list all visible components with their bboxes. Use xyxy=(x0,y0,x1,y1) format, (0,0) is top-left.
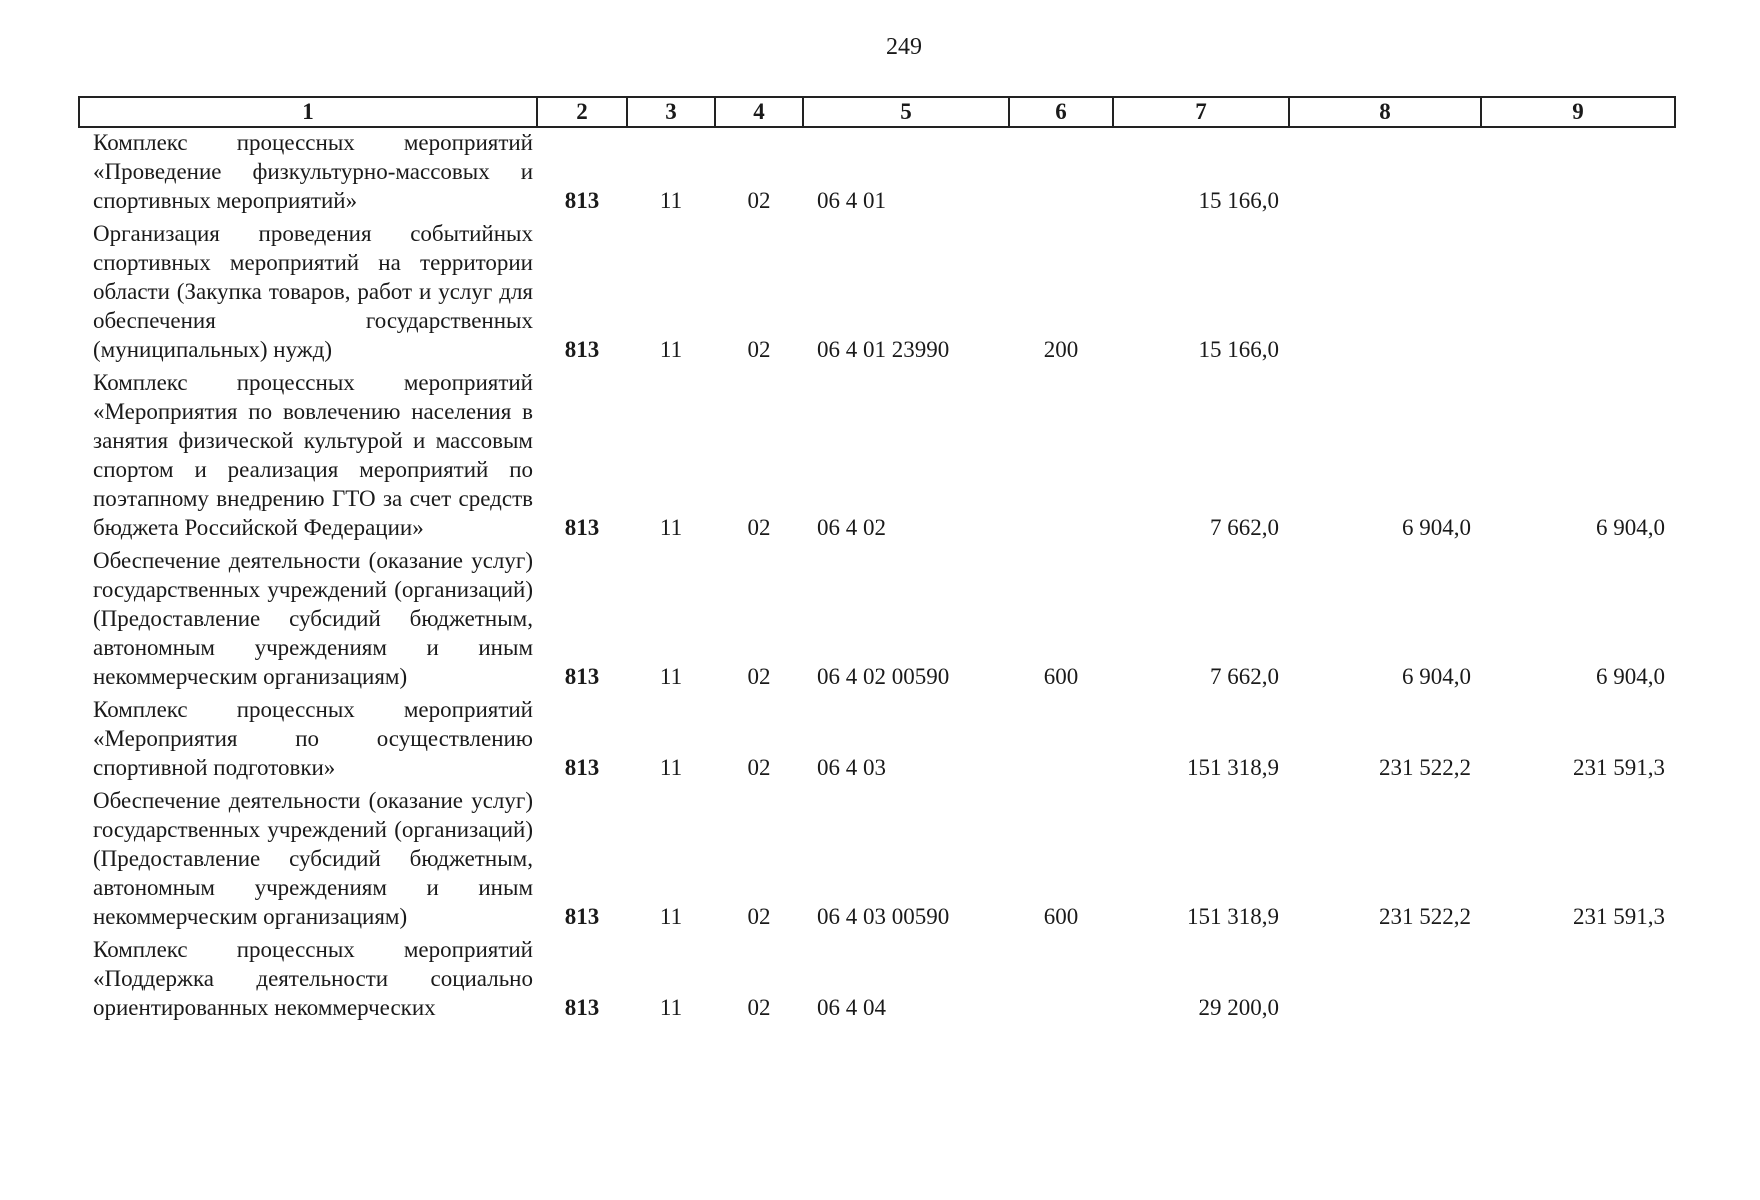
row-amount-col9: 231 591,3 xyxy=(1573,755,1665,780)
header-col-5: 5 xyxy=(803,97,1009,127)
row-section: 11 xyxy=(659,664,683,689)
row-grbs: 813 xyxy=(564,755,600,780)
row-subsection: 02 xyxy=(747,337,771,362)
table-row xyxy=(79,219,1675,368)
row-amount-col7: 15 166,0 xyxy=(1198,337,1279,362)
row-description: Обеспечение деятельности (оказание услуг) государственных учреждений (организаций) (Предоставление субсидий бюджетным, автономным учреждениям и иным некоммерческим организациям) xyxy=(93,788,533,929)
row-description: Комплекс процессных мероприятий «Проведение физкультурно-массовых и спортивных мероприятий» xyxy=(93,130,533,213)
header-col-3: 3 xyxy=(627,97,715,127)
row-expense-type xyxy=(1009,127,1113,219)
row-target-article: 06 4 03 00590 xyxy=(817,904,950,929)
row-section: 11 xyxy=(659,188,683,213)
header-col-9: 9 xyxy=(1481,97,1675,127)
row-amount-col8 xyxy=(1289,935,1481,1026)
row-section: 11 xyxy=(659,904,683,929)
row-target-article: 06 4 04 xyxy=(817,995,886,1020)
row-amount-col7: 29 200,0 xyxy=(1198,995,1279,1020)
row-amount-col9: 231 591,3 xyxy=(1573,904,1665,929)
table-row xyxy=(79,786,1675,935)
row-description: Комплекс процессных мероприятий «Поддержка деятельности социально ориентированных некоммерческих xyxy=(93,937,533,1020)
row-expense-type xyxy=(1009,695,1113,786)
row-expense-type: 600 xyxy=(1043,664,1079,689)
row-amount-col9 xyxy=(1481,935,1675,1026)
row-amount-col8: 231 522,2 xyxy=(1379,904,1471,929)
row-section: 11 xyxy=(659,337,683,362)
row-amount-col7: 7 662,0 xyxy=(1210,515,1279,540)
row-amount-col7: 7 662,0 xyxy=(1210,664,1279,689)
row-description: Обеспечение деятельности (оказание услуг) государственных учреждений (организаций) (Предоставление субсидий бюджетным, автономным учреждениям и иным некоммерческим организациям) xyxy=(93,548,533,689)
table-row xyxy=(79,127,1675,219)
row-subsection: 02 xyxy=(747,515,771,540)
row-subsection: 02 xyxy=(747,664,771,689)
row-grbs: 813 xyxy=(564,664,600,689)
row-amount-col8 xyxy=(1289,219,1481,368)
row-amount-col8: 6 904,0 xyxy=(1402,664,1471,689)
row-grbs: 813 xyxy=(564,515,600,540)
row-grbs: 813 xyxy=(564,188,600,213)
row-amount-col7: 151 318,9 xyxy=(1187,755,1279,780)
row-amount-col9 xyxy=(1481,127,1675,219)
budget-table xyxy=(78,96,1676,1026)
row-amount-col7: 151 318,9 xyxy=(1187,904,1279,929)
row-subsection: 02 xyxy=(747,995,771,1020)
header-col-6: 6 xyxy=(1009,97,1113,127)
row-description: Организация проведения событийных спортивных мероприятий на территории области (Закупка товаров, работ и услуг для обеспечения государственных (муниципальных) нужд) xyxy=(93,221,533,362)
row-description: Комплекс процессных мероприятий «Мероприятия по вовлечению населения в занятия физической культурой и массовым спортом и реализация мероприятий по поэтапному внедрению ГТО за счет средств бюджета Российской Федерации» xyxy=(93,370,533,540)
row-target-article: 06 4 02 xyxy=(817,515,886,540)
row-amount-col7: 15 166,0 xyxy=(1198,188,1279,213)
row-amount-col9: 6 904,0 xyxy=(1596,515,1665,540)
header-row xyxy=(79,97,1675,127)
header-col-2: 2 xyxy=(537,97,627,127)
table-row xyxy=(79,695,1675,786)
row-target-article: 06 4 01 23990 xyxy=(817,337,950,362)
row-section: 11 xyxy=(659,995,683,1020)
header-col-1: 1 xyxy=(79,97,537,127)
table-row xyxy=(79,546,1675,695)
row-subsection: 02 xyxy=(747,188,771,213)
row-expense-type: 600 xyxy=(1043,904,1079,929)
row-amount-col8: 6 904,0 xyxy=(1402,515,1471,540)
row-amount-col8 xyxy=(1289,127,1481,219)
table-row xyxy=(79,935,1675,1026)
row-subsection: 02 xyxy=(747,755,771,780)
row-amount-col8: 231 522,2 xyxy=(1379,755,1471,780)
row-expense-type xyxy=(1009,368,1113,546)
row-target-article: 06 4 02 00590 xyxy=(817,664,950,689)
row-subsection: 02 xyxy=(747,904,771,929)
header-col-8: 8 xyxy=(1289,97,1481,127)
table-row xyxy=(79,368,1675,546)
page-number: 249 xyxy=(886,34,922,60)
row-amount-col9 xyxy=(1481,219,1675,368)
row-description: Комплекс процессных мероприятий «Мероприятия по осуществлению спортивной подготовки» xyxy=(93,697,533,780)
row-target-article: 06 4 03 xyxy=(817,755,886,780)
row-section: 11 xyxy=(659,755,683,780)
header-col-7: 7 xyxy=(1113,97,1289,127)
row-grbs: 813 xyxy=(564,337,600,362)
header-col-4: 4 xyxy=(715,97,803,127)
row-expense-type: 200 xyxy=(1043,337,1079,362)
row-section: 11 xyxy=(659,515,683,540)
row-grbs: 813 xyxy=(564,904,600,929)
row-expense-type xyxy=(1009,935,1113,1026)
row-target-article: 06 4 01 xyxy=(817,188,886,213)
row-amount-col9: 6 904,0 xyxy=(1596,664,1665,689)
row-grbs: 813 xyxy=(564,995,600,1020)
